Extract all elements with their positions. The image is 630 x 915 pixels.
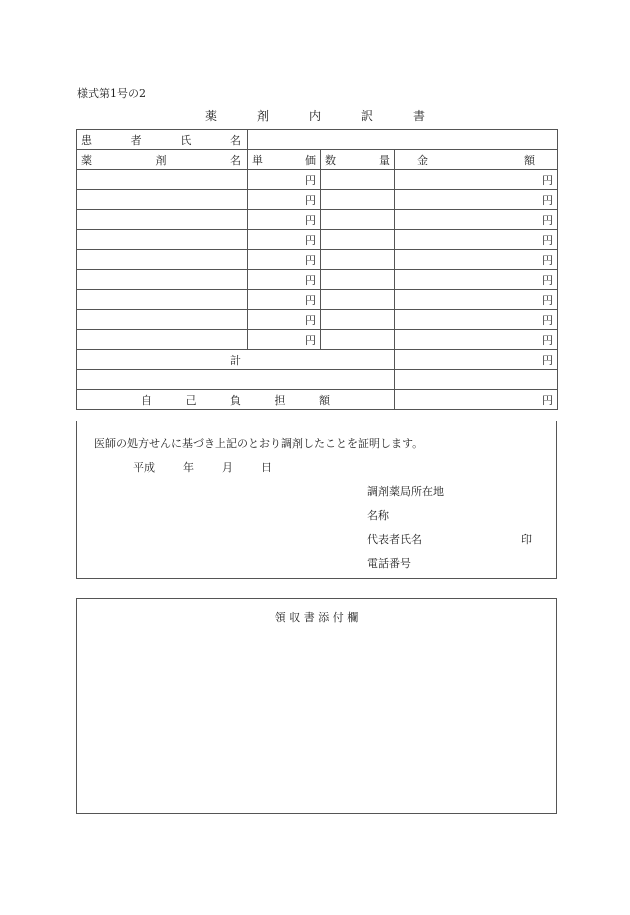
pharmacy-address-label: 調剤薬局所在地 <box>367 485 444 498</box>
unit-price-cell[interactable]: 円 <box>248 170 321 190</box>
item-rows <box>77 170 558 350</box>
drug-name-cell[interactable] <box>77 330 248 350</box>
day-label: 日 <box>261 461 272 474</box>
quantity-cell[interactable] <box>321 210 395 230</box>
quantity-cell[interactable] <box>321 330 395 350</box>
blank-cell[interactable] <box>77 370 395 390</box>
total-row <box>77 350 558 370</box>
item-row <box>77 310 558 330</box>
receipt-attachment-box[interactable] <box>76 598 557 814</box>
patient-row <box>77 130 558 150</box>
total-amount[interactable]: 円 <box>395 350 558 370</box>
copay-amount[interactable]: 円 <box>395 390 558 410</box>
certification-statement: 医師の処方せんに基づき上記のとおり調剤したことを証明します。 <box>94 437 424 450</box>
drug-name-cell[interactable] <box>77 290 248 310</box>
patient-name-label: 患 者 氏 名 <box>77 130 248 150</box>
unit-price-cell[interactable]: 円 <box>248 310 321 330</box>
item-row <box>77 210 558 230</box>
item-row <box>77 330 558 350</box>
drug-name-cell[interactable] <box>77 270 248 290</box>
blank-amount[interactable] <box>395 370 558 390</box>
pharmacy-name-label: 名称 <box>367 509 389 522</box>
quantity-header: 数 量 <box>321 150 395 170</box>
item-row <box>77 270 558 290</box>
month-label: 月 <box>222 461 233 474</box>
title-char: 剤 <box>256 109 269 123</box>
item-row <box>77 170 558 190</box>
unit-price-cell[interactable]: 円 <box>248 230 321 250</box>
blank-row <box>77 370 558 390</box>
quantity-cell[interactable] <box>321 270 395 290</box>
unit-price-cell[interactable]: 円 <box>248 190 321 210</box>
item-row <box>77 230 558 250</box>
item-row <box>77 250 558 270</box>
seal-mark: 印 <box>521 533 532 546</box>
quantity-cell[interactable] <box>321 250 395 270</box>
copay-label: 自 己 負 担 額 <box>77 390 395 410</box>
amount-header: 金 額 <box>395 150 558 170</box>
item-row <box>77 290 558 310</box>
drug-name-cell[interactable] <box>77 230 248 250</box>
title-char: 書 <box>412 109 425 123</box>
phone-number-label: 電話番号 <box>367 557 411 570</box>
unit-price-cell[interactable]: 円 <box>248 270 321 290</box>
certification-section <box>76 421 557 579</box>
drug-name-cell[interactable] <box>77 210 248 230</box>
quantity-cell[interactable] <box>321 310 395 330</box>
certification-date[interactable] <box>133 459 300 475</box>
title-char: 訳 <box>360 109 373 123</box>
amount-cell[interactable]: 円 <box>395 290 558 310</box>
quantity-cell[interactable] <box>321 190 395 210</box>
total-label: 計 <box>77 350 395 370</box>
drug-name-cell[interactable] <box>77 310 248 330</box>
drug-breakdown-table <box>76 129 558 410</box>
receipt-attachment-title: 領 収 書 添 付 欄 <box>274 611 359 624</box>
amount-cell[interactable]: 円 <box>395 250 558 270</box>
drug-name-cell[interactable] <box>77 170 248 190</box>
drug-name-header: 薬 剤 名 <box>77 150 248 170</box>
era-label: 平成 <box>133 461 155 474</box>
amount-cell[interactable]: 円 <box>395 330 558 350</box>
amount-cell[interactable]: 円 <box>395 270 558 290</box>
quantity-cell[interactable] <box>321 290 395 310</box>
year-label: 年 <box>183 461 194 474</box>
header-row <box>77 150 558 170</box>
amount-cell[interactable]: 円 <box>395 190 558 210</box>
document-title <box>205 107 425 124</box>
unit-price-header: 単 価 <box>248 150 321 170</box>
patient-name-field[interactable] <box>248 130 558 150</box>
unit-price-cell[interactable]: 円 <box>248 250 321 270</box>
copay-row <box>77 390 558 410</box>
unit-price-cell[interactable]: 円 <box>248 210 321 230</box>
quantity-cell[interactable] <box>321 230 395 250</box>
drug-name-cell[interactable] <box>77 250 248 270</box>
unit-price-cell[interactable]: 円 <box>248 290 321 310</box>
amount-cell[interactable]: 円 <box>395 170 558 190</box>
amount-cell[interactable]: 円 <box>395 210 558 230</box>
amount-cell[interactable]: 円 <box>395 230 558 250</box>
title-char: 薬 <box>205 109 218 123</box>
drug-name-cell[interactable] <box>77 190 248 210</box>
form-number: 様式第1号の2 <box>77 87 146 100</box>
item-row <box>77 190 558 210</box>
title-char: 内 <box>308 109 321 123</box>
quantity-cell[interactable] <box>321 170 395 190</box>
representative-name-label: 代表者氏名 <box>367 533 422 546</box>
amount-cell[interactable]: 円 <box>395 310 558 330</box>
unit-price-cell[interactable]: 円 <box>248 330 321 350</box>
